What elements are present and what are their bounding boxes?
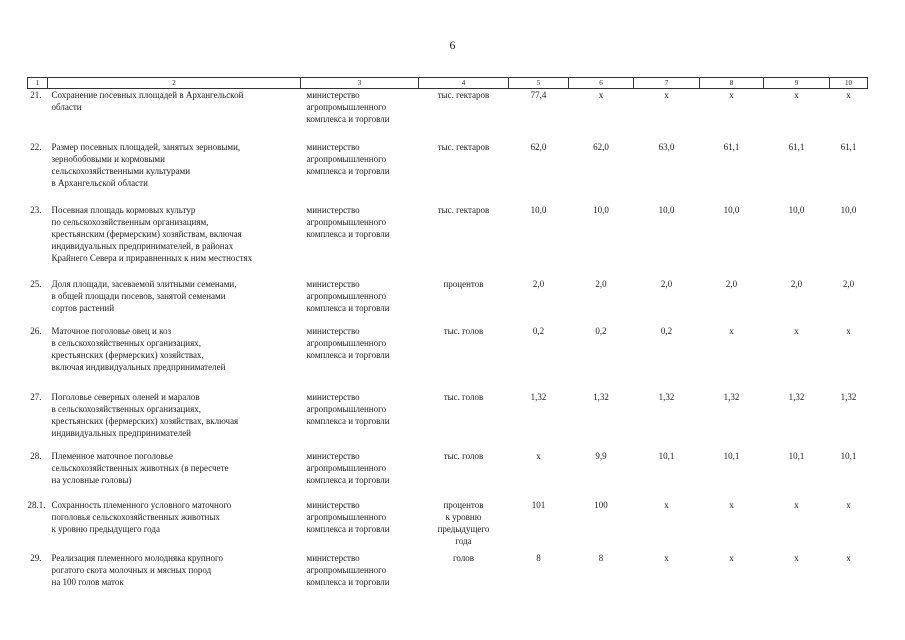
value-col-6: 0,2	[595, 325, 607, 336]
unit-of-measure-line: голов	[452, 552, 475, 563]
value-col-8: 61,1	[723, 141, 740, 152]
value-col-5: 101	[531, 499, 546, 510]
table-row	[28, 141, 868, 204]
responsible-executor	[301, 89, 419, 141]
value-col-6: 10,0	[593, 204, 609, 215]
unit-of-measure-line: к уровню	[445, 511, 482, 522]
value-col-8: х	[729, 552, 734, 563]
unit-of-measure-line: тыс. голов	[443, 391, 484, 402]
value-col-5: 10,0	[530, 204, 547, 215]
value-col-5: 62,0	[530, 141, 547, 152]
table-row	[28, 89, 868, 141]
indicator-name	[48, 552, 301, 607]
responsible-executor-line: комплекса и торговли	[306, 228, 390, 239]
indicator-name-line: Крайнего Севера и приравненных к ним местностях	[51, 253, 253, 264]
value-col-7: х	[664, 499, 669, 510]
indicator-name-line: к уровню предыдущего года	[51, 523, 160, 534]
responsible-executor-line: министерство	[306, 278, 360, 289]
responsible-executor-line: агропромышленного	[306, 511, 387, 522]
unit-of-measure-line: тыс. голов	[443, 450, 484, 461]
value-col-9: х	[794, 552, 799, 563]
header-col-3: 3	[301, 78, 419, 89]
responsible-executor	[301, 391, 419, 450]
header-col-4: 4	[419, 78, 509, 89]
value-col-10: х	[846, 325, 851, 336]
indicator-name	[48, 141, 301, 204]
responsible-executor-line: министерство	[306, 552, 360, 563]
header-col-2: 2	[48, 78, 301, 89]
value-col-7: 10,1	[658, 450, 675, 461]
value-col-9: 10,0	[788, 204, 805, 215]
header-col-6: 6	[569, 78, 634, 89]
indicator-name-line: индивидуальных предпринимателей, в районах	[51, 241, 234, 252]
indicator-name-line: в общей площади посевов, занятой семенами	[51, 290, 226, 301]
row-number: 29.	[30, 552, 42, 563]
value-col-9: 61,1	[788, 141, 805, 152]
responsible-executor-line: министерство	[306, 325, 360, 336]
indicator-name-line: Посевная площадь кормовых культур	[51, 204, 196, 215]
value-col-7: 63,0	[658, 141, 675, 152]
value-col-10: 61,1	[840, 141, 857, 152]
header-col-9: 9	[764, 78, 830, 89]
indicator-name-line: крестьянских (фермерских) хозяйствах,	[51, 349, 204, 360]
responsible-executor-line: министерство	[306, 499, 360, 510]
indicator-name-line: Сохранность племенного условного маточного	[51, 499, 232, 510]
responsible-executor-line: министерство	[306, 141, 360, 152]
indicator-name-line: крестьянских (фермерских) хозяйствах, включая	[51, 415, 239, 426]
value-col-10: 2,0	[842, 278, 855, 289]
value-col-6: х	[598, 90, 604, 100]
responsible-executor-line: министерство	[306, 204, 360, 215]
value-col-7: 2,0	[660, 278, 673, 289]
unit-of-measure	[419, 391, 509, 450]
unit-of-measure-line: тыс. гектаров	[437, 90, 490, 100]
indicator-name-line: на 100 голов маток	[51, 576, 124, 587]
indicator-name-line: сельскохозяйственных животных (в пересчете	[51, 462, 229, 473]
responsible-executor	[301, 499, 419, 552]
value-col-10: х	[846, 552, 851, 563]
indicator-name-line: Сохранение посевных площадей в Архангельской	[51, 90, 244, 100]
header-col-10: 10	[830, 78, 868, 89]
responsible-executor-line: агропромышленного	[306, 337, 387, 348]
value-col-6: 1,32	[593, 391, 609, 402]
value-col-6: 8	[598, 552, 604, 563]
responsible-executor	[301, 141, 419, 204]
responsible-executor	[301, 325, 419, 391]
indicator-name-line: Маточное поголовье овец и коз	[51, 325, 172, 336]
value-col-5: 0,2	[532, 325, 545, 336]
indicator-name-line: сортов растений	[51, 302, 115, 313]
row-number: 26.	[30, 325, 42, 336]
responsible-executor	[301, 552, 419, 607]
responsible-executor-line: комплекса и торговли	[306, 302, 390, 313]
row-number: 23.	[30, 204, 42, 215]
indicator-name-line: сельскохозяйственными культурами	[51, 165, 191, 176]
indicator-name-line: индивидуальных предпринимателей	[51, 428, 191, 439]
unit-of-measure	[419, 278, 509, 325]
indicator-name	[48, 391, 301, 450]
indicator-name-line: в сельскохозяйственных организациях,	[51, 337, 201, 348]
responsible-executor-line: комплекса и торговли	[306, 114, 390, 125]
value-col-7: х	[664, 552, 669, 563]
value-col-6: 62,0	[593, 141, 609, 152]
indicator-name	[48, 325, 301, 391]
responsible-executor-line: министерство	[306, 450, 360, 461]
value-col-10: 10,1	[840, 450, 857, 461]
value-col-5: х	[536, 450, 541, 461]
indicator-name	[48, 450, 301, 499]
table-body	[28, 89, 868, 607]
value-col-7: 0,2	[660, 325, 673, 336]
table-row	[28, 325, 868, 391]
indicator-name-line: Доля площади, засеваемой элитными семенами,	[51, 278, 237, 289]
table-row	[28, 450, 868, 499]
indicator-name	[48, 89, 301, 141]
value-col-7: 1,32	[658, 391, 675, 402]
value-col-5: 8	[536, 552, 541, 563]
value-col-8: х	[729, 90, 734, 100]
value-col-6: 2,0	[595, 278, 607, 289]
value-col-5: 77,4	[530, 90, 547, 100]
indicator-name-line: рогатого скота молочных и мясных пород	[51, 564, 212, 575]
indicator-name-line: поголовья сельскохозяйственных животных	[51, 511, 220, 522]
indicator-name-line: в Архангельской области	[51, 178, 148, 189]
unit-of-measure-line: процентов	[443, 278, 484, 289]
unit-of-measure	[419, 89, 509, 141]
value-col-9: 1,32	[788, 391, 805, 402]
indicator-name-line: по сельскохозяйственным организациям,	[51, 216, 209, 227]
responsible-executor	[301, 278, 419, 325]
unit-of-measure	[419, 450, 509, 499]
indicator-name-line: включая индивидуальных предпринимателей	[51, 362, 226, 373]
responsible-executor-line: министерство	[306, 90, 360, 100]
responsible-executor-line: министерство	[306, 391, 360, 402]
table-row	[28, 499, 868, 552]
table-row	[28, 204, 868, 278]
value-col-8: х	[729, 499, 734, 510]
value-col-9: 10,1	[788, 450, 805, 461]
responsible-executor-line: комплекса и торговли	[306, 349, 390, 360]
page-number: 6	[449, 38, 456, 52]
indicator-name-line: на условные головы)	[51, 474, 132, 485]
unit-of-measure-line: тыс. голов	[443, 325, 484, 336]
value-col-8: х	[729, 325, 734, 336]
value-col-10: х	[846, 499, 851, 510]
responsible-executor-line: агропромышленного	[306, 462, 387, 473]
header-col-5: 5	[509, 78, 569, 89]
responsible-executor-line: комплекса и торговли	[306, 523, 390, 534]
responsible-executor-line: комплекса и торговли	[306, 165, 390, 176]
value-col-8: 10,0	[723, 204, 740, 215]
responsible-executor-line: агропромышленного	[306, 403, 387, 414]
responsible-executor-line: агропромышленного	[306, 564, 387, 575]
indicator-name-line: Племенное маточное поголовье	[51, 450, 173, 461]
value-col-10: х	[846, 90, 851, 100]
indicator-name-line: Реализация племенного молодняка крупного	[51, 552, 223, 563]
responsible-executor-line: агропромышленного	[306, 153, 387, 164]
unit-of-measure	[419, 325, 509, 391]
value-col-9: х	[794, 499, 799, 510]
table-row	[28, 552, 868, 607]
unit-of-measure-line: процентов	[443, 499, 484, 510]
value-col-9: 2,0	[790, 278, 803, 289]
value-col-7: 10,0	[658, 204, 675, 215]
responsible-executor	[301, 204, 419, 278]
responsible-executor	[301, 450, 419, 499]
responsible-executor-line: агропромышленного	[306, 290, 387, 301]
value-col-8: 1,32	[723, 391, 740, 402]
indicators-table	[27, 77, 868, 607]
value-col-9: х	[794, 325, 799, 336]
value-col-10: 10,0	[840, 204, 857, 215]
row-number: 25.	[30, 278, 42, 289]
value-col-8: 10,1	[723, 450, 740, 461]
unit-of-measure	[419, 141, 509, 204]
unit-of-measure-line: тыс. гектаров	[437, 204, 490, 215]
unit-of-measure	[419, 499, 509, 552]
value-col-10: 1,32	[840, 391, 857, 402]
row-number: 21.	[30, 90, 42, 100]
indicator-name	[48, 278, 301, 325]
indicator-name-line: области	[51, 102, 82, 113]
unit-of-measure-line: тыс. гектаров	[437, 141, 490, 152]
indicator-name-line: крестьянским (фермерским) хозяйствам, включая	[51, 228, 242, 239]
row-number: 28.	[30, 450, 42, 461]
value-col-9: х	[794, 90, 799, 100]
table-row	[28, 391, 868, 450]
value-col-7: х	[664, 90, 669, 100]
responsible-executor-line: агропромышленного	[306, 102, 387, 113]
row-number: 27.	[30, 391, 42, 402]
value-col-6: 9,9	[595, 450, 607, 461]
header-col-7: 7	[634, 78, 700, 89]
responsible-executor-line: агропромышленного	[306, 216, 387, 227]
value-col-5: 2,0	[532, 278, 545, 289]
row-number: 28.1.	[27, 499, 46, 510]
table-header-row	[28, 78, 868, 89]
header-col-1: 1	[28, 78, 48, 89]
indicator-name	[48, 499, 301, 552]
indicator-name-line: Поголовье северных оленей и маралов	[51, 391, 200, 402]
unit-of-measure-line: предыдущего	[437, 523, 490, 534]
value-col-5: 1,32	[530, 391, 547, 402]
unit-of-measure	[419, 552, 509, 607]
header-col-8: 8	[700, 78, 764, 89]
unit-of-measure-line: года	[455, 536, 472, 547]
responsible-executor-line: комплекса и торговли	[306, 415, 390, 426]
value-col-8: 2,0	[725, 278, 738, 289]
unit-of-measure	[419, 204, 509, 278]
indicator-name-line: зернобобовыми и кормовыми	[51, 153, 165, 164]
table-row	[28, 278, 868, 325]
row-number: 22.	[30, 141, 42, 152]
responsible-executor-line: комплекса и торговли	[306, 474, 390, 485]
indicator-name-line: в сельскохозяйственных организациях,	[51, 403, 201, 414]
indicator-name	[48, 204, 301, 278]
responsible-executor-line: комплекса и торговли	[306, 576, 390, 587]
indicator-name-line: Размер посевных площадей, занятых зерновыми,	[51, 141, 241, 152]
value-col-6: 100	[594, 499, 608, 510]
